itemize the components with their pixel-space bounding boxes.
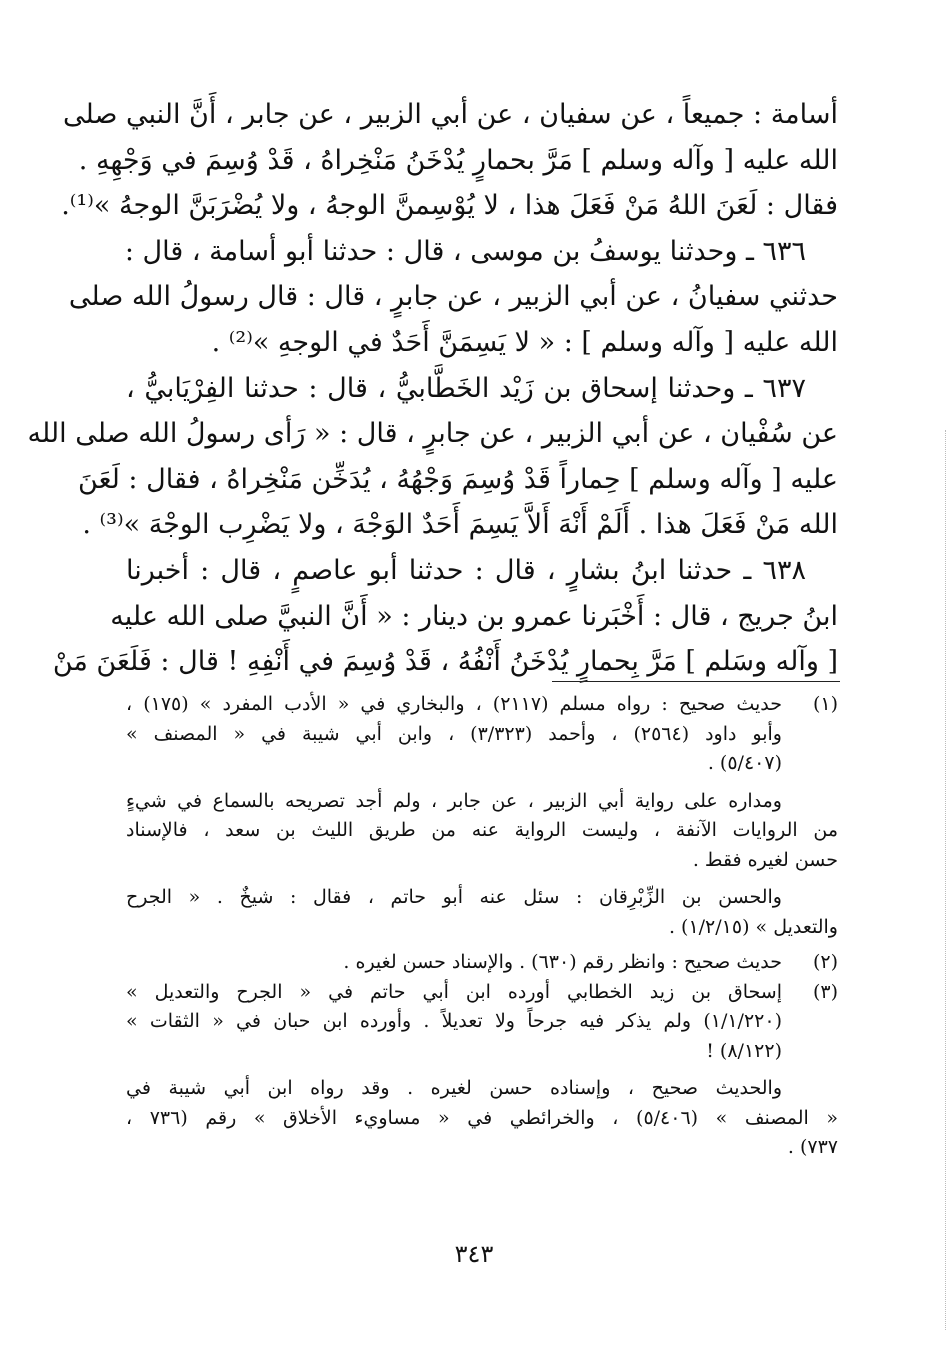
footnote-line: حديث صحيح : وانظر رقم (٦٣٠) . والإسناد حسن لغيره . bbox=[343, 951, 782, 973]
main-line: [ وآله وسَلم ] مَرَّ بِحمارٍ يُدْخَنُ أَنْفُهُ ، قَدْ وُسِمَ في أَنْفِهِ ! قال : فَلَعَنَ مَنْ bbox=[52, 646, 838, 678]
footnote-line: « المصنف » (٥/٤٠٦) ، والخرائطي في « مساويء الأخلاق » رقم (٧٣٦ ، bbox=[126, 1106, 839, 1129]
footnote-2 bbox=[126, 948, 838, 978]
hadith-638-start: ٦٣٨ ـ حدثنا ابنُ بشارٍ ، قال : حدثنا أبو عاصمٍ ، قال : أخبرنا bbox=[126, 554, 806, 586]
footnote-number: (٣) bbox=[812, 980, 838, 1003]
footnote-line: من الروايات الآنفة ، وليست الرواية عنه من طريق الليث بن سعد ، فالإسناد bbox=[126, 819, 838, 841]
page-number: ٣٤٣ bbox=[454, 1240, 494, 1268]
footnote-number: (١) bbox=[812, 693, 838, 715]
hadith-636-start: ٦٣٦ ـ وحدثنا يوسفُ بن موسى ، قال : حدثنا أبو أسامة ، قال : bbox=[124, 235, 806, 267]
main-text-body bbox=[27, 92, 838, 685]
footnote-3 bbox=[126, 978, 838, 1067]
hadith-637-start: ٦٣٧ ـ وحدثنا إسحاق بن زَيْد الخَطَّابيُّ ، قال : حدثنا الفِرْيَابيُّ ، bbox=[126, 372, 806, 404]
main-line: الله عليه [ وآله وسلم ] : « لا يَسِمَنَّ أَحَدٌ في الوجهِ »⁽²⁾ . bbox=[211, 326, 838, 358]
footnote-line: (٨/١٢٢) ! bbox=[706, 1039, 782, 1062]
footnote-number: (٢) bbox=[812, 951, 838, 973]
footnote-1-note-a bbox=[126, 787, 838, 876]
footnote-line: والحديث صحيح ، وإسناده حسن لغيره . وقد رواه ابن أبي شيبة في bbox=[126, 1077, 782, 1099]
main-line: عليه [ وآله وسلم ] حِماراً قَدْ وُسِمَ وَجْهُهُ ، يُدَخِّن مَنْخِراهُ ، فقال : لَعَنَ bbox=[78, 463, 838, 495]
footnote-line: حسن لغيره فقط . bbox=[692, 848, 838, 871]
footnote-line: والحسن بن الزِّبْرِقان : سئل عنه أبو حاتم ، فقال : شيخٌ . « الجرح bbox=[126, 886, 782, 908]
footnote-separator bbox=[552, 681, 840, 682]
footnote-line: إسحاق بن زيد الخطابي أورده ابن أبي حاتم في « الجرح والتعديل » bbox=[126, 980, 782, 1003]
footnote-line: ومداره على رواية أبي الزبير ، عن جابر ، ولم أجد تصريحه بالسماع في شيءٍ bbox=[126, 789, 782, 812]
main-line: الله عليه [ وآله وسلم ] مَرَّ بحمارٍ يُدْخَنُ مَنْخِراهُ ، قَدْ وُسِمَ في وَجْهِهِ . bbox=[78, 144, 838, 176]
footnote-line: ٧٣٧) . bbox=[787, 1136, 838, 1158]
footnote-line: حديث صحيح : رواه مسلم (٢١١٧) ، والبخاري في « الأدب المفرد » (١٧٥) ، bbox=[126, 693, 783, 715]
footnote-line: (٥/٤٠٧) . bbox=[707, 752, 782, 774]
footnote-line: والتعديل » (١/٢/١٥) . bbox=[668, 915, 838, 938]
footnote-1-note-b bbox=[126, 883, 838, 942]
footnote-line: وأبو داود (٢٥٦٤) ، وأحمد (٣/٣٢٣) ، وابن أبي شيبة في « المصنف » bbox=[126, 722, 782, 745]
footnote-3-note-a bbox=[126, 1074, 838, 1163]
main-line: عن سُفْيان ، عن أبي الزبير ، عن جابرٍ ، قال : « رَأى رسولُ الله صلى الله bbox=[27, 418, 838, 450]
main-line: أسامة : جميعاً ، عن سفيان ، عن أبي الزبير ، عن جابر ، أَنَّ النبي صلى bbox=[63, 99, 838, 130]
scan-edge bbox=[944, 430, 946, 1330]
footnote-1 bbox=[126, 690, 838, 779]
main-line: فقال : لَعَنَ اللهُ مَنْ فَعَلَ هذا ، لا يُوْسِمنَّ الوجهُ ، ولا يُضْرَبَنَّ الوجهُ »⁽¹⁾. bbox=[61, 190, 838, 222]
footnotes-section bbox=[126, 690, 838, 1163]
main-line: ابنُ جريج ، قال : أَخْبَرنا عمرو بن دينار : « أَنَّ النبيَّ صلى الله عليه bbox=[110, 600, 838, 632]
main-line: حدثني سفيانُ ، عن أبي الزبير ، عن جابرٍ ، قال : قال رسولُ الله صلى bbox=[68, 281, 838, 313]
main-line: الله مَنْ فَعَلَ هذا . أَلَمْ أَنْهَ أَلاَّ يَسِمَ أَحَدٌ الوَجْهَ ، ولا يَضْرِب الوجْهَ »⁽³⁾ . bbox=[82, 509, 838, 541]
footnote-line: (١/١/٢٢٠) ولم يذكر فيه جرحاً ولا تعديلاً . وأورده ابن حبان في « الثقات » bbox=[126, 1010, 782, 1032]
